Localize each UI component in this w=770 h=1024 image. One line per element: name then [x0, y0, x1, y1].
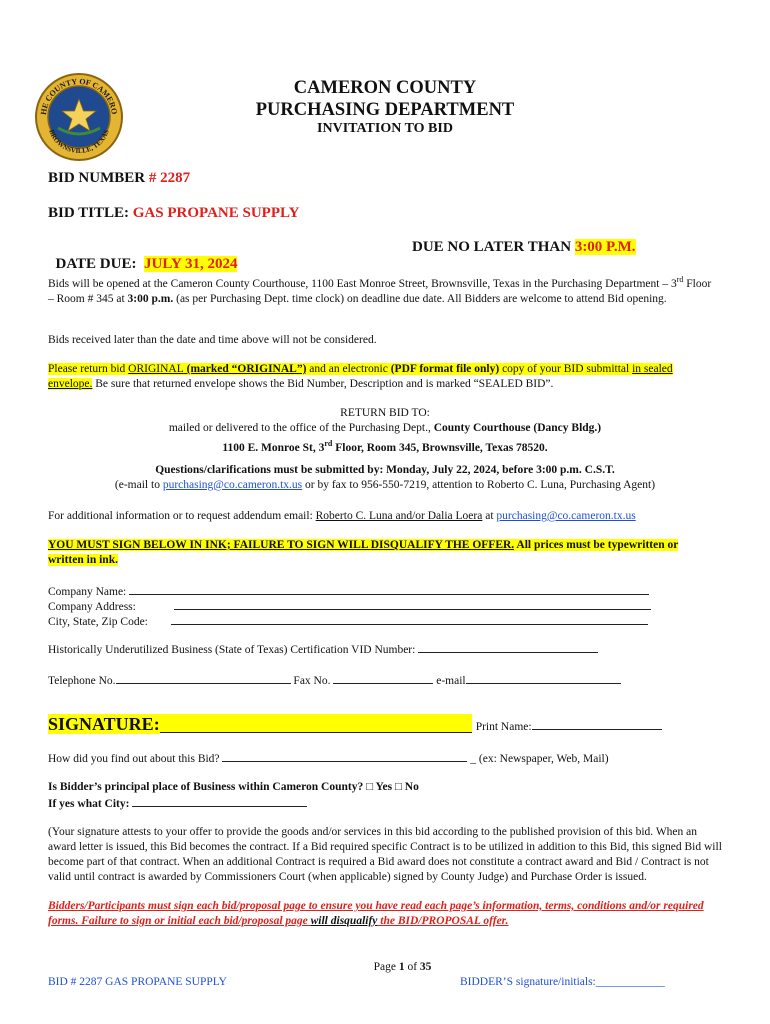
questions-deadline: Questions/clarifications must be submitted by: Monday, July 22, 2024, before 3:00 p.m. C.S.T. [155, 464, 615, 476]
page-sign-warning: Bidders/Participants must sign each bid/proposal page to ensure you have read each page’s information, terms, conditions and/or required forms. Failure to sign or initial each bid/proposal page will disqualify the BID/PROPOSAL offer. [48, 900, 704, 927]
purchasing-email-link[interactable]: purchasing@co.cameron.tx.us [162, 479, 303, 491]
print-name-field[interactable]: Print Name: [476, 721, 662, 733]
return-line1: mailed or delivered to the office of the Purchasing Dept., County Courthouse (Dancy Bldg.) [168, 422, 602, 434]
principal-city-field[interactable]: If yes what City: [48, 795, 419, 812]
return-line2: 1100 E. Monroe St, 3rd Floor, Room 345, Brownsville, Texas 78520. [222, 439, 548, 454]
return-instructions: Please return bid ORIGINAL (marked “ORIGINAL”) and an electronic (PDF format file only) copy of your BID submittal in sealed envelope. Be sure that returned envelope shows the Bid Number, Description and is marked “SEALED BID”. [48, 363, 673, 390]
attestation-paragraph: (Your signature attests to your offer to provide the goods and/or services in this bid according to the published provision of this bid. When an award letter is issued, this Bid becomes the contract. If a Bid required specific Contract is to be utilized in addition to this Bid, this signed Bid will become part of that contract. When an additional Contract is required a Bid award does not constitute a contract award and Bid / Contract is not valid until contract is awarded by Commissioners Court (when applicable) signed by County Judge) and Purchase Order is issued. [48, 826, 722, 883]
signature-field[interactable]: SIGNATURE: Print Name: [48, 714, 662, 735]
ink-warning: YOU MUST SIGN BELOW IN INK; FAILURE TO SIGN WILL DISQUALIFY THE OFFER. All prices must be typewritten or written in ink. [48, 539, 679, 566]
addendum-email-link[interactable]: purchasing@co.cameron.tx.us [496, 510, 636, 522]
deadline: DUE NO LATER THAN 3:00 P.M. [412, 239, 636, 255]
hub-vid-field[interactable]: Historically Underutilized Business (State of Texas) Certification VID Number: [48, 641, 598, 658]
seal-text-bottom: BROWNSVILLE, TEXAS [47, 128, 111, 156]
bid-title: BID TITLE: GAS PROPANE SUPPLY [48, 205, 300, 221]
questions-contact: (e-mail to purchasing@co.cameron.tx.us or by fax to 956-550-7219, attention to Roberto C. Luna, Purchasing Agent) [114, 479, 656, 491]
date-due: DATE DUE: JULY 31, 2024 [55, 256, 238, 272]
header-department: PURCHASING DEPARTMENT [255, 100, 515, 120]
opening-paragraph: Bids will be opened at the Cameron County Courthouse, 1100 East Monroe Street, Brownsville, Texas in the Purchasing Department – 3rd Floor – Room # 345 at 3:00 p.m. (as per Purchasing Dept. time clock) on deadline due date. All Bidders are welcome to attend Bid opening. [48, 275, 712, 305]
return-heading: RETURN BID TO: [340, 407, 430, 419]
company-city-field[interactable]: City, State, Zip Code: [48, 613, 668, 628]
principal-question[interactable]: Is Bidder’s principal place of Business within Cameron County? □ Yes □ No [48, 781, 419, 793]
contact-fields[interactable]: Telephone No. Fax No. e-mail [48, 672, 621, 689]
company-address-field[interactable]: Company Address: [48, 598, 668, 613]
footer-bid-ref: BID # 2287 GAS PROPANE SUPPLY [48, 976, 227, 988]
header-invitation: INVITATION TO BID [317, 121, 453, 136]
bid-source-field[interactable]: How did you find out about this Bid? _ (ex: Newspaper, Web, Mail) [48, 750, 609, 767]
header-county: CAMERON COUNTY [293, 78, 477, 98]
bid-number: BID NUMBER # 2287 [48, 170, 191, 186]
addendum-line: For additional information or to request addendum email: Roberto C. Luna and/or Dalia Loera at purchasing@co.cameron.tx.us [48, 510, 636, 522]
company-name-field[interactable]: Company Name: [48, 583, 668, 598]
page-number: Page 1 of 35 [373, 961, 432, 973]
footer-initials: BIDDER’S signature/initials:____________ [460, 976, 665, 988]
seal-text-top: HE COUNTY OF CAMERO [38, 76, 119, 116]
late-notice: Bids received later than the date and time above will not be considered. [48, 334, 377, 346]
